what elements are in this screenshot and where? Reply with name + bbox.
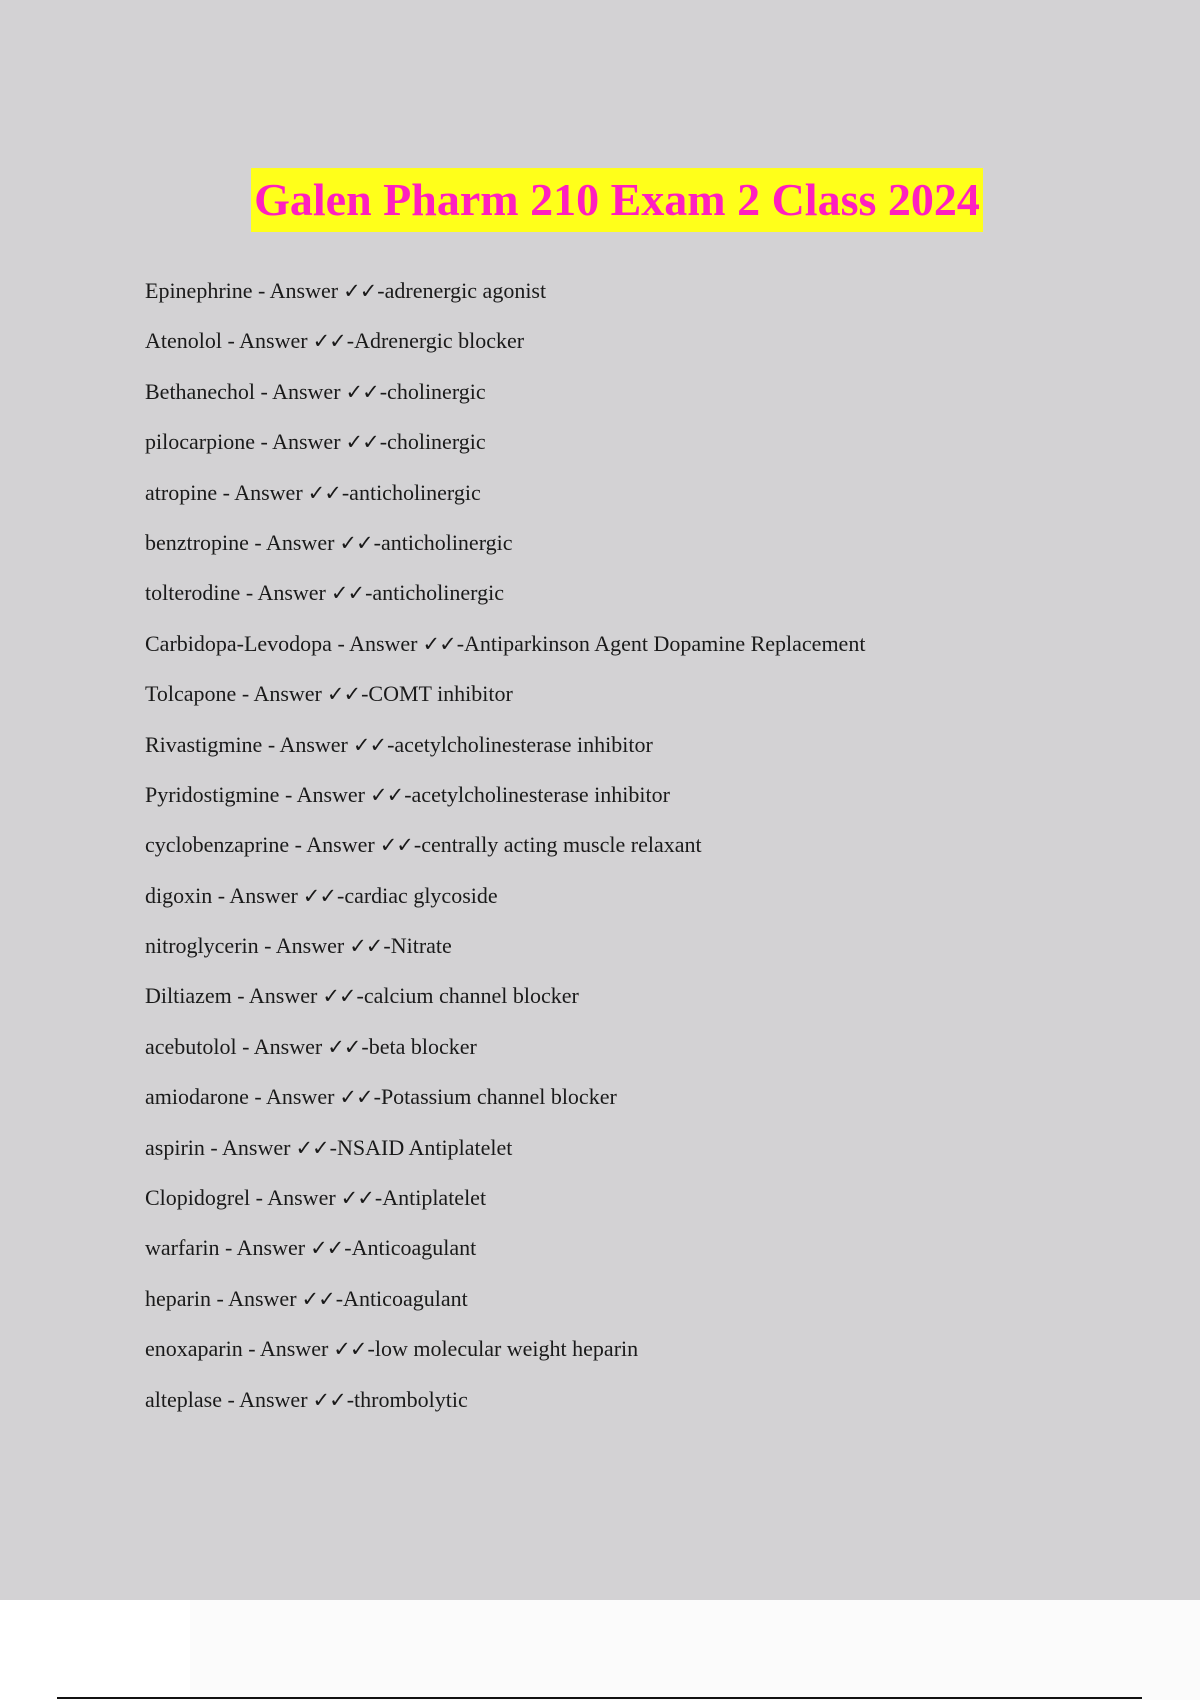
answer-text: -thrombolytic: [346, 1386, 468, 1412]
list-item: [145, 832, 865, 882]
answer-label: Answer: [239, 328, 308, 354]
double-check-icon: ✓✓: [310, 1236, 344, 1261]
answer-label: Answer: [228, 1285, 297, 1311]
answer-text: -low molecular weight heparin: [367, 1336, 639, 1362]
term-text: cyclobenzaprine: [145, 832, 290, 858]
list-item: [145, 933, 865, 983]
double-check-icon: ✓✓: [330, 581, 365, 606]
list-item: [145, 883, 865, 933]
term-text: Epinephrine: [145, 278, 253, 303]
answer-text: -NSAID Antiplatelet: [329, 1134, 513, 1160]
term-text: benztropine: [145, 529, 249, 555]
double-check-icon: ✓✓: [349, 934, 383, 959]
double-check-icon: ✓✓: [339, 1085, 373, 1110]
answer-text: -Anticoagulant: [344, 1235, 477, 1261]
double-check-icon: ✓✓: [312, 329, 346, 354]
term-text: aspirin: [145, 1134, 205, 1160]
answer-text: -beta blocker: [361, 1033, 477, 1059]
separator-text: -: [212, 882, 230, 908]
double-check-icon: ✓✓: [307, 480, 341, 505]
answer-text: -Anticoagulant: [335, 1285, 468, 1311]
separator-text: -: [222, 328, 240, 354]
answer-text: -acetylcholinesterase inhibitor: [404, 781, 670, 807]
answer-text: -cholinergic: [379, 378, 486, 404]
answer-label: Answer: [267, 1185, 336, 1211]
list-item: [145, 1387, 865, 1437]
separator-text: -: [248, 1084, 266, 1110]
answer-text: -centrally acting muscle relaxant: [413, 832, 702, 858]
separator-text: -: [254, 378, 273, 404]
list-item: [145, 631, 865, 681]
double-check-icon: ✓✓: [301, 1286, 335, 1311]
answer-label: Answer: [234, 479, 303, 505]
answer-label: Answer: [236, 1235, 306, 1261]
list-item: [145, 983, 865, 1033]
answer-text: -anticholinergic: [373, 529, 513, 555]
answer-label: Answer: [253, 681, 322, 707]
list-item: [145, 530, 865, 580]
separator-text: -: [204, 1134, 223, 1160]
term-text: Carbidopa-Levodopa: [145, 630, 332, 656]
answer-text: -anticholinergic: [341, 479, 481, 505]
answer-label: Answer: [272, 429, 341, 455]
term-text: alteplase: [145, 1386, 222, 1412]
double-check-icon: ✓✓: [345, 430, 379, 455]
list-item: [145, 1034, 865, 1084]
separator-text: -: [240, 580, 258, 606]
separator-text: -: [258, 933, 276, 959]
answer-label: Answer: [306, 832, 375, 858]
separator-text: -: [250, 1185, 268, 1211]
double-check-icon: ✓✓: [327, 1034, 361, 1059]
answer-label: Answer: [257, 580, 326, 606]
term-text: Diltiazem: [145, 983, 232, 1009]
double-check-icon: ✓✓: [343, 279, 377, 303]
list-item: [145, 732, 865, 782]
list-item: [145, 379, 865, 429]
term-text: pilocarpione: [145, 429, 255, 455]
answer-text: -anticholinergic: [365, 580, 504, 606]
footer-divider: [57, 1697, 1142, 1699]
separator-text: -: [289, 832, 307, 858]
answer-label: Answer: [269, 278, 339, 303]
qa-list: [145, 278, 865, 1437]
double-check-icon: ✓✓: [379, 833, 413, 858]
separator-text: -: [242, 1336, 260, 1362]
double-check-icon: ✓✓: [333, 1337, 367, 1362]
answer-text: -COMT inhibitor: [361, 681, 513, 707]
separator-text: -: [252, 278, 270, 303]
double-check-icon: ✓✓: [312, 1387, 346, 1412]
list-item: [145, 580, 865, 630]
answer-label: Answer: [275, 933, 345, 959]
answer-text: -cardiac glycoside: [337, 882, 498, 908]
term-text: Clopidogrel: [145, 1185, 251, 1211]
double-check-icon: ✓✓: [370, 782, 404, 807]
answer-text: -Antiplatelet: [374, 1185, 487, 1211]
double-check-icon: ✓✓: [326, 682, 361, 707]
term-text: heparin: [145, 1285, 211, 1311]
answer-text: -calcium channel blocker: [356, 983, 579, 1009]
list-item: [145, 681, 865, 731]
answer-label: Answer: [296, 781, 366, 807]
term-text: warfarin: [145, 1235, 220, 1261]
answer-label: Answer: [259, 1336, 329, 1362]
answer-label: Answer: [248, 983, 318, 1009]
separator-text: -: [248, 529, 266, 555]
answer-label: Answer: [265, 529, 335, 555]
list-item: [145, 1336, 865, 1386]
term-text: Atenolol: [145, 328, 222, 354]
term-text: digoxin: [145, 882, 213, 908]
separator-text: -: [262, 731, 280, 757]
term-text: atropine: [145, 479, 218, 505]
footer-shade: [190, 1600, 1200, 1700]
separator-text: -: [236, 681, 254, 707]
term-text: Tolcapone: [145, 681, 237, 707]
double-check-icon: ✓✓: [339, 530, 373, 555]
separator-text: -: [231, 983, 249, 1009]
separator-text: -: [217, 479, 235, 505]
answer-label: Answer: [239, 1386, 308, 1412]
list-item: [145, 328, 865, 378]
list-item: [145, 480, 865, 530]
list-item: [145, 1235, 865, 1285]
answer-text: -Nitrate: [383, 933, 452, 959]
term-text: acebutolol: [145, 1033, 237, 1059]
double-check-icon: ✓✓: [340, 1186, 374, 1211]
list-item: [145, 278, 865, 328]
term-text: nitroglycerin: [145, 933, 259, 959]
double-check-icon: ✓✓: [345, 379, 379, 404]
list-item: [145, 429, 865, 479]
answer-label: Answer: [349, 630, 418, 656]
double-check-icon: ✓✓: [302, 883, 336, 908]
separator-text: -: [254, 429, 273, 455]
answer-label: Answer: [265, 1084, 335, 1110]
answer-label: Answer: [222, 1134, 291, 1160]
separator-text: -: [236, 1033, 254, 1059]
separator-text: -: [219, 1235, 237, 1261]
answer-text: -acetylcholinesterase inhibitor: [387, 731, 653, 757]
separator-text: -: [279, 781, 297, 807]
separator-text: -: [221, 1386, 240, 1412]
term-text: enoxaparin: [145, 1336, 243, 1362]
answer-text: -Antiparkinson Agent Dopamine Replacement: [456, 630, 866, 656]
answer-label: Answer: [253, 1033, 323, 1059]
list-item: [145, 1084, 865, 1134]
list-item: [145, 1185, 865, 1235]
separator-text: -: [331, 630, 350, 656]
answer-text: -adrenergic agonist: [377, 278, 547, 303]
list-item: [145, 1286, 865, 1336]
double-check-icon: ✓✓: [295, 1135, 329, 1160]
answer-label: Answer: [272, 378, 341, 404]
answer-label: Answer: [279, 731, 348, 757]
term-text: amiodarone: [145, 1084, 249, 1110]
list-item: [145, 782, 865, 832]
term-text: Pyridostigmine: [145, 781, 280, 807]
term-text: Bethanechol: [145, 378, 255, 404]
answer-label: Answer: [229, 882, 298, 908]
answer-text: -Potassium channel blocker: [373, 1084, 617, 1110]
term-text: tolterodine: [145, 580, 241, 606]
term-text: Rivastigmine: [145, 731, 263, 757]
double-check-icon: ✓✓: [352, 732, 387, 757]
separator-text: -: [210, 1285, 229, 1311]
double-check-icon: ✓✓: [322, 984, 356, 1009]
answer-text: -cholinergic: [379, 429, 486, 455]
answer-text: -Adrenergic blocker: [346, 328, 525, 354]
list-item: [145, 1135, 865, 1185]
double-check-icon: ✓✓: [422, 631, 456, 656]
title-container: [0, 168, 1200, 232]
page-footer-area: [0, 1600, 1200, 1700]
document-title: Galen Pharm 210 Exam 2 Class 2024: [251, 168, 983, 232]
